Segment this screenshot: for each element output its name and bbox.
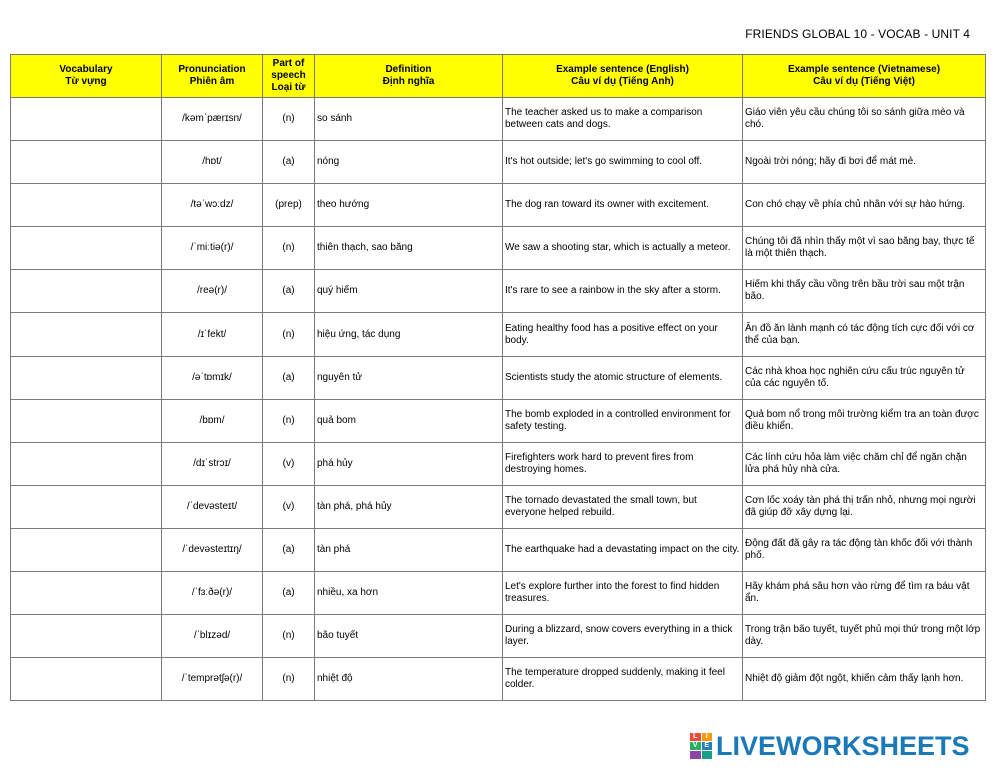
table-row xyxy=(11,356,986,399)
example-english-cell: The tornado devastated the small town, but everyone helped rebuild. xyxy=(503,485,743,528)
example-english-cell: The teacher asked us to make a comparison between cats and dogs. xyxy=(503,98,743,141)
part-of-speech-cell: (a) xyxy=(263,528,315,571)
pronunciation-cell: /ɪˈfekt/ xyxy=(162,313,263,356)
definition-cell: tàn phá xyxy=(315,528,503,571)
example-english-cell: The dog ran toward its owner with excitement. xyxy=(503,184,743,227)
table-row xyxy=(11,141,986,184)
pronunciation-cell: /ˈdevəsteɪtɪŋ/ xyxy=(162,528,263,571)
pronunciation-cell: /ˈmiːtiə(r)/ xyxy=(162,227,263,270)
definition-cell: nóng xyxy=(315,141,503,184)
table-row xyxy=(11,227,986,270)
vocabulary-table xyxy=(10,54,986,701)
logo-letter: E xyxy=(702,742,713,750)
column-header-vocabulary xyxy=(11,55,162,98)
table-row xyxy=(11,98,986,141)
table-header-row xyxy=(11,55,986,98)
example-english-cell: We saw a shooting star, which is actually a meteor. xyxy=(503,227,743,270)
part-of-speech-cell: (a) xyxy=(263,141,315,184)
table-body xyxy=(11,98,986,701)
definition-cell: quả bom xyxy=(315,399,503,442)
part-of-speech-cell: (n) xyxy=(263,399,315,442)
pronunciation-cell: /ˈblɪzəd/ xyxy=(162,615,263,658)
example-vietnamese-cell: Các lính cứu hỏa làm việc chăm chỉ để ngăn chặn lửa phá hủy nhà cửa. xyxy=(743,442,986,485)
example-vietnamese-cell: Hãy khám phá sâu hơn vào rừng để tìm ra báu vật ẩn. xyxy=(743,572,986,615)
example-vietnamese-cell: Ngoài trời nóng; hãy đi bơi để mát mẻ. xyxy=(743,141,986,184)
document-title: FRIENDS GLOBAL 10 - VOCAB - UNIT 4 xyxy=(745,27,970,41)
example-english-cell: The earthquake had a devastating impact on the city. xyxy=(503,528,743,571)
vocabulary-cell[interactable] xyxy=(11,98,162,141)
logo-letter: I xyxy=(702,733,713,741)
logo-block xyxy=(702,751,713,759)
example-vietnamese-cell: Con chó chạy về phía chủ nhân với sự hào hứng. xyxy=(743,184,986,227)
definition-cell: nguyên tử xyxy=(315,356,503,399)
logo-block xyxy=(690,751,701,759)
example-english-cell: Let's explore further into the forest to find hidden treasures. xyxy=(503,572,743,615)
definition-cell: so sánh xyxy=(315,98,503,141)
example-vietnamese-cell: Các nhà khoa học nghiên cứu cấu trúc nguyên tử của các nguyên tố. xyxy=(743,356,986,399)
example-english-cell: Eating healthy food has a positive effect on your body. xyxy=(503,313,743,356)
part-of-speech-cell: (a) xyxy=(263,572,315,615)
example-vietnamese-cell: Trong trận bão tuyết, tuyết phủ mọi thứ trong một lớp dày. xyxy=(743,615,986,658)
table-row xyxy=(11,615,986,658)
table-row xyxy=(11,313,986,356)
vocabulary-cell[interactable] xyxy=(11,141,162,184)
pronunciation-cell: /hɒt/ xyxy=(162,141,263,184)
example-vietnamese-cell: Hiếm khi thấy cầu vồng trên bầu trời sau một trận bão. xyxy=(743,270,986,313)
table-row xyxy=(11,270,986,313)
definition-cell: bão tuyết xyxy=(315,615,503,658)
column-header-text: Part of xyxy=(272,58,305,69)
vocabulary-cell[interactable] xyxy=(11,227,162,270)
example-english-cell: The bomb exploded in a controlled environment for safety testing. xyxy=(503,399,743,442)
part-of-speech-cell: (v) xyxy=(263,442,315,485)
column-header-part-of-speech xyxy=(263,55,315,98)
column-header-text: Phiên âm xyxy=(189,76,235,87)
definition-cell: phá hủy xyxy=(315,442,503,485)
table-row xyxy=(11,442,986,485)
part-of-speech-cell: (a) xyxy=(263,356,315,399)
part-of-speech-cell: (v) xyxy=(263,485,315,528)
example-english-cell: During a blizzard, snow covers everything in a thick layer. xyxy=(503,615,743,658)
definition-cell: nhiều, xa hơn xyxy=(315,572,503,615)
column-header-example-english xyxy=(503,55,743,98)
example-vietnamese-cell: Giáo viên yêu cầu chúng tôi so sánh giữa mèo và chó. xyxy=(743,98,986,141)
table-row xyxy=(11,572,986,615)
column-header-text: Vocabulary xyxy=(59,64,113,75)
logo-mark-icon xyxy=(690,733,712,759)
definition-cell: hiệu ứng, tác dụng xyxy=(315,313,503,356)
column-header-text: Example sentence (English) xyxy=(556,64,689,75)
pronunciation-cell: /ˈfɜːðə(r)/ xyxy=(162,572,263,615)
logo-text: LIVEWORKSHEETS xyxy=(716,730,970,761)
vocabulary-cell[interactable] xyxy=(11,399,162,442)
definition-cell: quý hiếm xyxy=(315,270,503,313)
part-of-speech-cell: (a) xyxy=(263,270,315,313)
example-english-cell: It's rare to see a rainbow in the sky after a storm. xyxy=(503,270,743,313)
table-row xyxy=(11,528,986,571)
example-vietnamese-cell: Quả bom nổ trong môi trường kiểm tra an toàn được điều khiển. xyxy=(743,399,986,442)
part-of-speech-cell: (n) xyxy=(263,98,315,141)
pronunciation-cell: /dɪˈstrɔɪ/ xyxy=(162,442,263,485)
table-row xyxy=(11,399,986,442)
column-header-text: Loại từ xyxy=(271,82,306,93)
liveworksheets-logo xyxy=(690,732,970,760)
column-header-text: Definition xyxy=(385,64,432,75)
vocabulary-cell[interactable] xyxy=(11,658,162,701)
pronunciation-cell: /əˈtɒmɪk/ xyxy=(162,356,263,399)
vocabulary-cell[interactable] xyxy=(11,313,162,356)
example-vietnamese-cell: Động đất đã gây ra tác động tàn khốc đối với thành phố. xyxy=(743,528,986,571)
vocabulary-cell[interactable] xyxy=(11,615,162,658)
column-header-definition xyxy=(315,55,503,98)
example-english-cell: Scientists study the atomic structure of elements. xyxy=(503,356,743,399)
vocabulary-cell[interactable] xyxy=(11,356,162,399)
example-vietnamese-cell: Ăn đồ ăn lành mạnh có tác động tích cực đối với cơ thể của bạn. xyxy=(743,313,986,356)
part-of-speech-cell: (n) xyxy=(263,227,315,270)
part-of-speech-cell: (n) xyxy=(263,658,315,701)
vocabulary-cell[interactable] xyxy=(11,442,162,485)
table-row xyxy=(11,658,986,701)
column-header-text: speech xyxy=(271,70,306,81)
example-vietnamese-cell: Cơn lốc xoáy tàn phá thị trấn nhỏ, nhưng mọi người đã giúp đỡ xây dựng lại. xyxy=(743,485,986,528)
example-vietnamese-cell: Chúng tôi đã nhìn thấy một vì sao băng bay, thực tế là một thiên thạch. xyxy=(743,227,986,270)
column-header-text: Câu ví dụ (Tiếng Anh) xyxy=(571,76,674,87)
example-vietnamese-cell: Nhiệt độ giảm đột ngột, khiến cảm thấy lạnh hơn. xyxy=(743,658,986,701)
pronunciation-cell: /ˈdevəsteɪt/ xyxy=(162,485,263,528)
column-header-text: Từ vựng xyxy=(65,76,107,87)
column-header-pronunciation xyxy=(162,55,263,98)
vocabulary-cell[interactable] xyxy=(11,270,162,313)
definition-cell: thiên thạch, sao băng xyxy=(315,227,503,270)
part-of-speech-cell: (prep) xyxy=(263,184,315,227)
example-english-cell: Firefighters work hard to prevent fires from destroying homes. xyxy=(503,442,743,485)
vocabulary-cell[interactable] xyxy=(11,485,162,528)
definition-cell: nhiệt độ xyxy=(315,658,503,701)
column-header-example-vietnamese xyxy=(743,55,986,98)
pronunciation-cell: /ˈtemprətʃə(r)/ xyxy=(162,658,263,701)
example-english-cell: The temperature dropped suddenly, making it feel colder. xyxy=(503,658,743,701)
logo-letter: L xyxy=(690,733,701,741)
part-of-speech-cell: (n) xyxy=(263,313,315,356)
column-header-text: Pronunciation xyxy=(178,64,246,75)
column-header-text: Example sentence (Vietnamese) xyxy=(787,64,941,75)
vocabulary-cell[interactable] xyxy=(11,528,162,571)
part-of-speech-cell: (n) xyxy=(263,615,315,658)
column-header-text: Câu ví dụ (Tiếng Việt) xyxy=(813,76,915,87)
pronunciation-cell: /təˈwɔːdz/ xyxy=(162,184,263,227)
definition-cell: tàn phá, phá hủy xyxy=(315,485,503,528)
vocabulary-cell[interactable] xyxy=(11,572,162,615)
vocabulary-cell[interactable] xyxy=(11,184,162,227)
logo-letter: V xyxy=(690,742,701,750)
table-row xyxy=(11,485,986,528)
pronunciation-cell: /reə(r)/ xyxy=(162,270,263,313)
pronunciation-cell: /kəmˈpærɪsn/ xyxy=(162,98,263,141)
example-english-cell: It's hot outside; let's go swimming to cool off. xyxy=(503,141,743,184)
pronunciation-cell: /bɒm/ xyxy=(162,399,263,442)
table-row xyxy=(11,184,986,227)
definition-cell: theo hướng xyxy=(315,184,503,227)
column-header-text: Định nghĩa xyxy=(382,76,435,87)
